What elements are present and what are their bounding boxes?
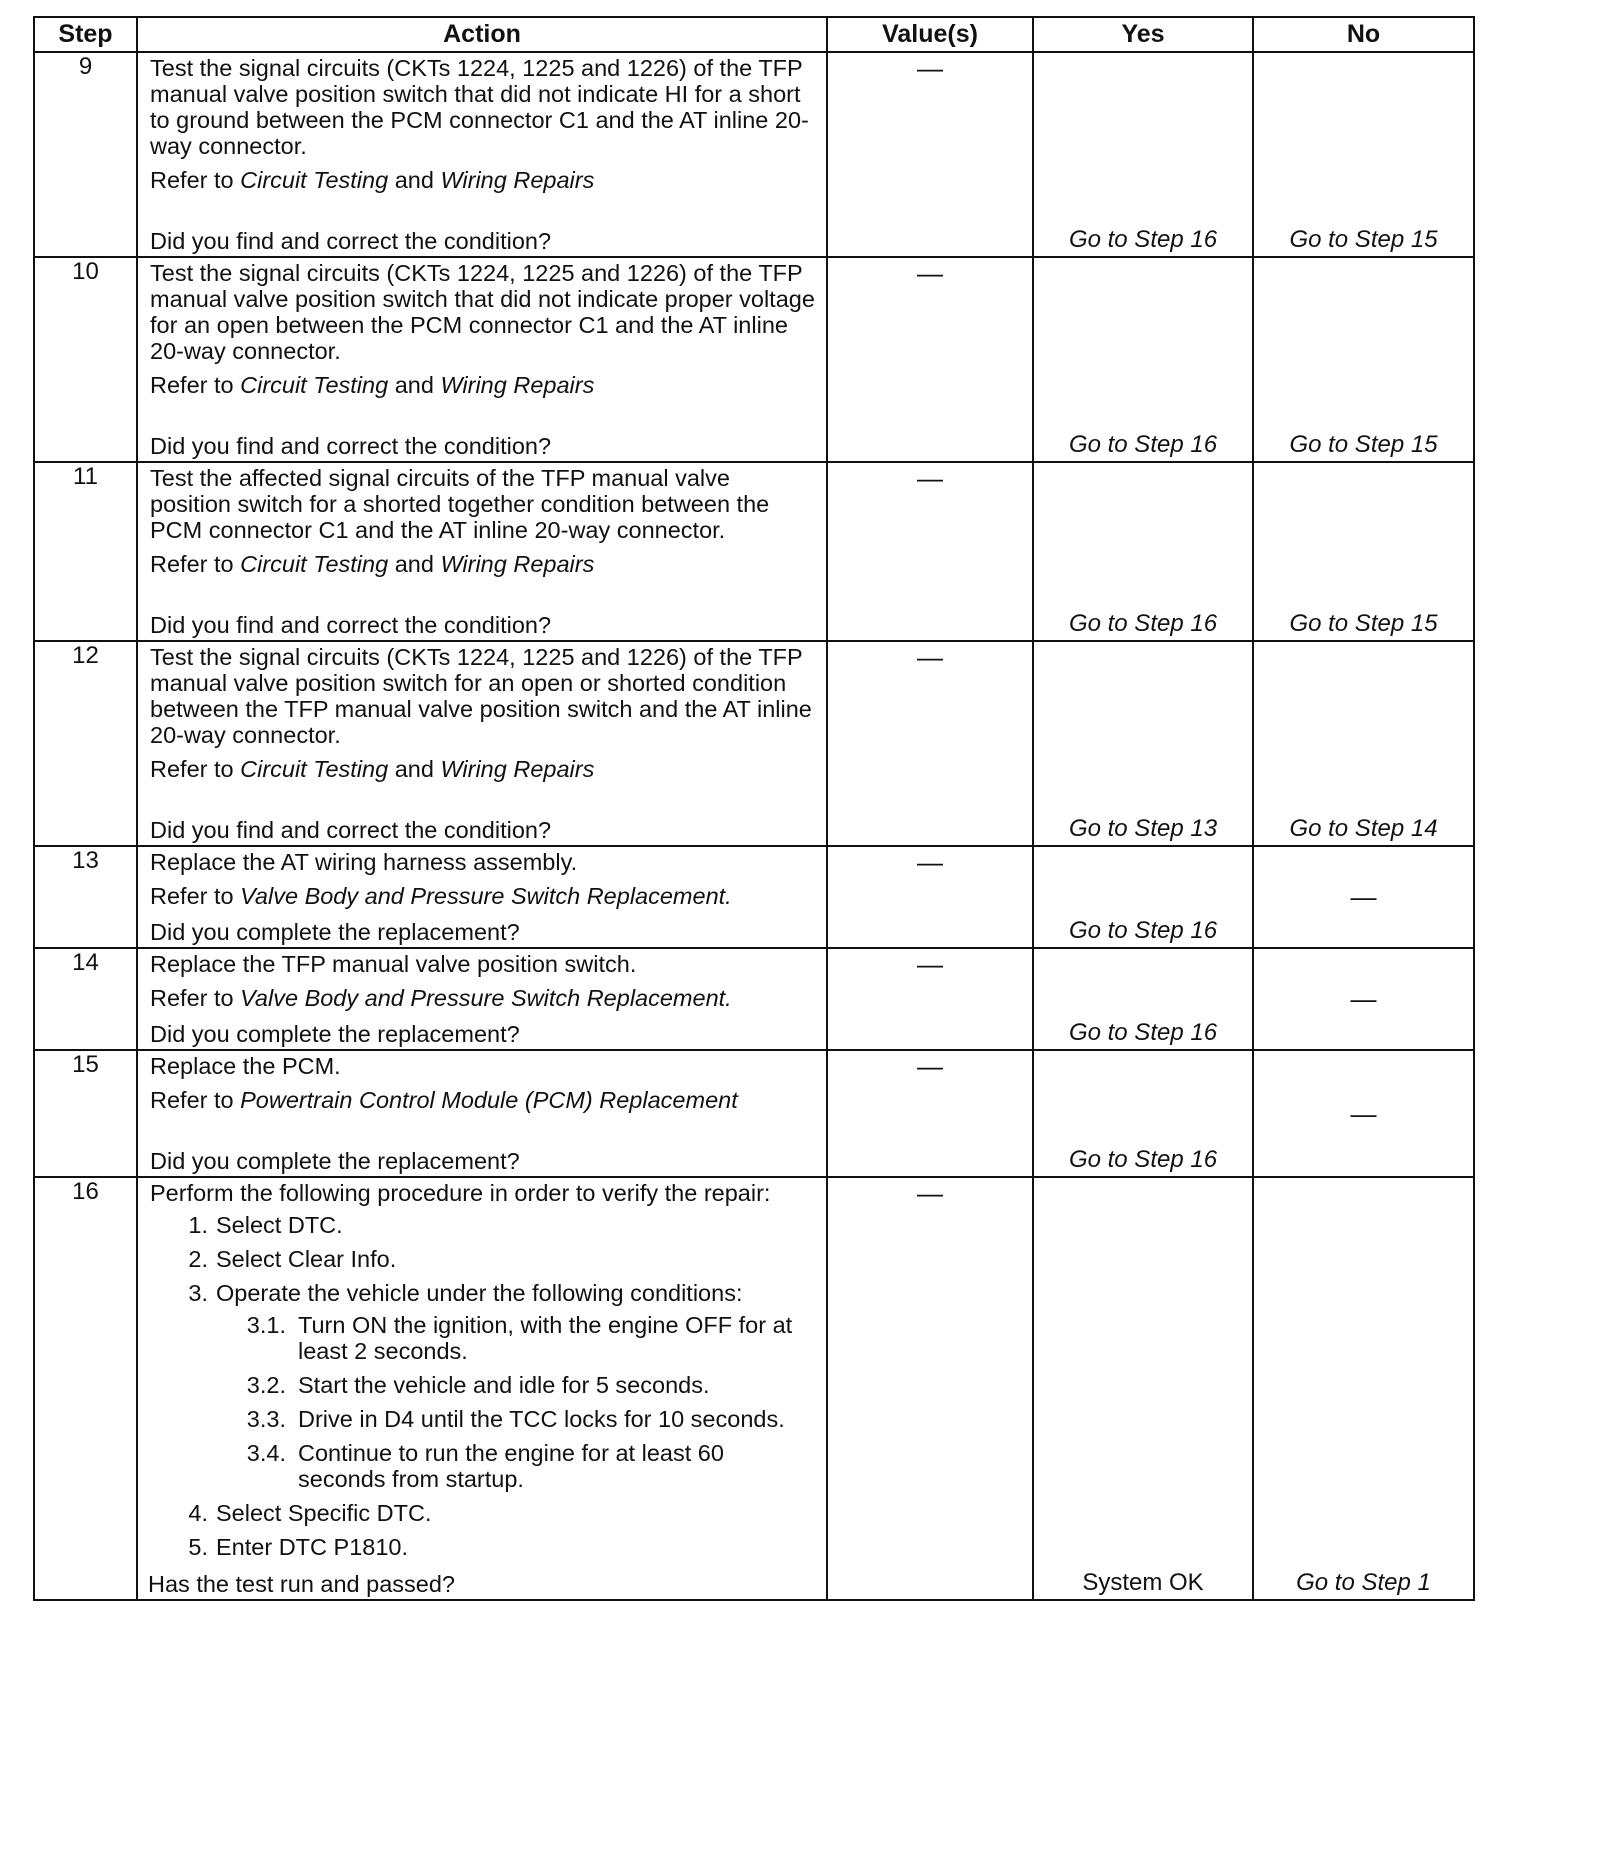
yes-cell — [1033, 462, 1253, 641]
no-cell — [1253, 948, 1474, 1050]
reference-link: Wiring Repairs — [440, 372, 595, 398]
action-cell — [137, 1177, 827, 1600]
reference-link: Wiring Repairs — [440, 756, 595, 782]
value-cell: — — [827, 52, 1033, 257]
action-question: Did you find and correct the condition? — [150, 612, 552, 638]
step-number: 12 — [34, 641, 137, 846]
yes-cell — [1033, 846, 1253, 948]
action-cell — [137, 257, 827, 462]
action-cell — [137, 462, 827, 641]
reference-link: Valve Body and Pressure Switch Replacement. — [240, 985, 732, 1011]
table-row — [34, 52, 1474, 257]
no-result: — — [1350, 1098, 1377, 1128]
yes-result: Go to Step 16 — [1068, 431, 1218, 458]
value-cell: — — [827, 257, 1033, 462]
action-text: Test the affected signal circuits of the TFP manual valve position switch for a shorted together condition between the PCM connector C1 and the AT inline 20-way connector. — [150, 465, 770, 543]
action-question: Did you find and correct the condition? — [150, 433, 552, 459]
reference-line: Refer to Circuit Testing and Wiring Repairs — [150, 756, 595, 782]
yes-cell — [1033, 52, 1253, 257]
action-text: Test the signal circuits (CKTs 1224, 1225 and 1226) of the TFP manual valve position switch for an open or shorted condition between the TFP manual valve position switch and the AT inline 20-way connector. — [150, 644, 812, 748]
action-text: Replace the TFP manual valve position switch. — [150, 951, 637, 977]
action-text: Replace the PCM. — [150, 1053, 341, 1079]
diagnostic-table — [33, 16, 1475, 1601]
reference-line: Refer to Powertrain Control Module (PCM) Replacement — [150, 1087, 738, 1113]
reference-line: Refer to Circuit Testing and Wiring Repairs — [150, 551, 595, 577]
no-result: Go to Step 1 — [1296, 1569, 1431, 1596]
reference-link: Wiring Repairs — [440, 551, 595, 577]
yes-result: Go to Step 13 — [1068, 815, 1218, 842]
header-no: No — [1253, 17, 1474, 52]
reference-link: Circuit Testing — [240, 372, 389, 398]
header-step: Step — [34, 17, 137, 52]
yes-result: Go to Step 16 — [1068, 226, 1218, 253]
action-question: Did you find and correct the condition? — [150, 817, 552, 843]
reference-link: Valve Body and Pressure Switch Replacement. — [240, 883, 732, 909]
step-number: 10 — [34, 257, 137, 462]
action-question: Did you complete the replacement? — [150, 919, 520, 945]
action-cell — [137, 52, 827, 257]
table-row — [34, 846, 1474, 948]
table-row — [34, 257, 1474, 462]
value-cell: — — [827, 462, 1033, 641]
step-number: 11 — [34, 462, 137, 641]
action-text: Test the signal circuits (CKTs 1224, 1225 and 1226) of the TFP manual valve position switch that did not indicate proper voltage for an open between the PCM connector C1 and the AT inline 20-way connector. — [150, 260, 815, 364]
no-result: Go to Step 15 — [1289, 226, 1438, 253]
action-cell — [137, 846, 827, 948]
no-result: — — [1350, 983, 1377, 1014]
action-question: Did you complete the replacement? — [150, 1148, 520, 1174]
value-cell: — — [827, 1177, 1033, 1600]
value-cell: — — [827, 846, 1033, 948]
reference-link: Powertrain Control Module (PCM) Replacement — [240, 1087, 738, 1113]
list-item: 5. Enter DTC P1810. — [188, 1534, 409, 1560]
no-cell — [1253, 846, 1474, 948]
no-cell — [1253, 52, 1474, 257]
table-row — [34, 948, 1474, 1050]
table-row — [34, 1177, 1474, 1600]
reference-line: Refer to Circuit Testing and Wiring Repairs — [150, 167, 595, 193]
action-cell — [137, 948, 827, 1050]
reference-link: Circuit Testing — [240, 756, 389, 782]
list-item: 3. Operate the vehicle under the following conditions: 3.1. Turn ON the ignition, with the engine OFF for at least 2 seconds. 3.2. Start the vehicle and idle for 5 seconds. 3.3. Drive in D4 until the TCC locks for 10 seconds. 3.4. Continue to run the engine for at least 60 seconds from startup. — [150, 1280, 816, 1492]
action-text: Test the signal circuits (CKTs 1224, 1225 and 1226) of the TFP manual valve position switch that did not indicate HI for a short to ground between the PCM connector C1 and the AT inline 20-way connector. — [150, 55, 809, 159]
action-text: Perform the following procedure in order to verify the repair: — [150, 1180, 771, 1206]
list-item: 3.1. Turn ON the ignition, with the engine OFF for at least 2 seconds. — [246, 1312, 793, 1364]
no-cell — [1253, 641, 1474, 846]
header-values: Value(s) — [827, 17, 1033, 52]
reference-line: Refer to Valve Body and Pressure Switch Replacement. — [150, 883, 732, 909]
step-number: 13 — [34, 846, 137, 948]
step-number: 14 — [34, 948, 137, 1050]
no-result: Go to Step 14 — [1289, 815, 1438, 842]
no-cell — [1253, 257, 1474, 462]
header-action: Action — [137, 17, 827, 52]
list-item: 2. Select Clear Info. — [188, 1246, 397, 1272]
list-item: 3.3. Drive in D4 until the TCC locks for 10 seconds. — [246, 1406, 785, 1432]
yes-cell — [1033, 948, 1253, 1050]
yes-result: Go to Step 16 — [1068, 1146, 1218, 1173]
action-cell — [137, 641, 827, 846]
step-number: 9 — [34, 52, 137, 257]
step-number: 16 — [34, 1177, 137, 1600]
reference-link: Circuit Testing — [240, 167, 389, 193]
no-result: Go to Step 15 — [1289, 610, 1438, 637]
action-question: Has the test run and passed? — [148, 1571, 456, 1597]
reference-line: Refer to Valve Body and Pressure Switch Replacement. — [150, 985, 732, 1011]
value-cell: — — [827, 641, 1033, 846]
subprocedure-list — [150, 1312, 816, 1492]
value-cell: — — [827, 1050, 1033, 1177]
action-cell — [137, 1050, 827, 1177]
yes-cell — [1033, 1177, 1253, 1600]
value-cell: — — [827, 948, 1033, 1050]
step-number: 15 — [34, 1050, 137, 1177]
table-row — [34, 462, 1474, 641]
yes-cell — [1033, 1050, 1253, 1177]
yes-cell — [1033, 641, 1253, 846]
action-question: Did you complete the replacement? — [150, 1021, 520, 1047]
no-cell — [1253, 1050, 1474, 1177]
no-result: — — [1350, 881, 1377, 912]
reference-link: Wiring Repairs — [440, 167, 595, 193]
no-cell — [1253, 462, 1474, 641]
no-result: Go to Step 15 — [1289, 431, 1438, 458]
yes-result: Go to Step 16 — [1068, 1019, 1218, 1046]
yes-result: Go to Step 16 — [1068, 610, 1218, 637]
action-question: Did you find and correct the condition? — [150, 228, 552, 254]
header-yes: Yes — [1033, 17, 1253, 52]
procedure-list — [150, 1212, 816, 1560]
table-row — [34, 1050, 1474, 1177]
table-row — [34, 641, 1474, 846]
header-row — [34, 17, 1474, 52]
list-item: 3.4. Continue to run the engine for at least 60 seconds from startup. — [246, 1440, 724, 1492]
action-text: Replace the AT wiring harness assembly. — [150, 849, 578, 875]
yes-cell — [1033, 257, 1253, 462]
yes-result: Go to Step 16 — [1068, 917, 1218, 944]
list-item: 3.2. Start the vehicle and idle for 5 seconds. — [246, 1372, 710, 1398]
reference-line: Refer to Circuit Testing and Wiring Repairs — [150, 372, 595, 398]
no-cell — [1253, 1177, 1474, 1600]
list-item: 4. Select Specific DTC. — [188, 1500, 432, 1526]
yes-result: System OK — [1082, 1569, 1204, 1596]
list-item: 1. Select DTC. — [188, 1212, 343, 1238]
reference-link: Circuit Testing — [240, 551, 389, 577]
